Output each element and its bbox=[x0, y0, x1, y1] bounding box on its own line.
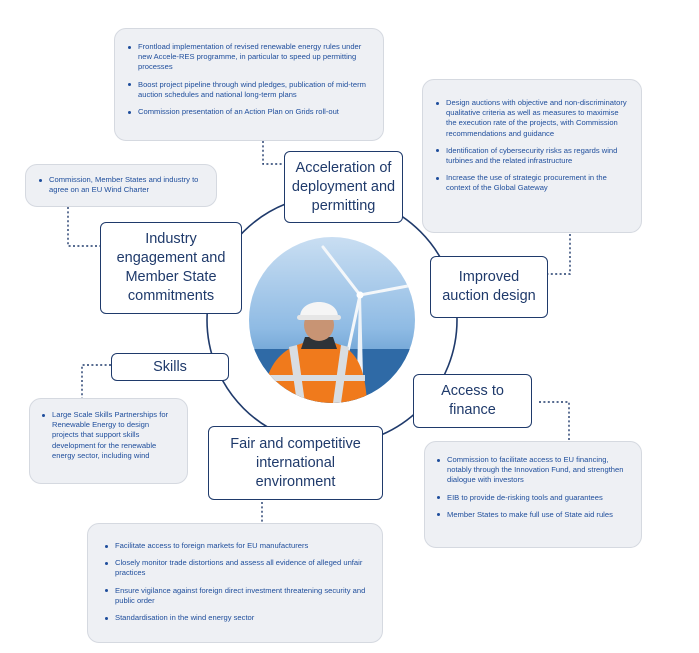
finance-bullet-2: EIB to provide de-risking tools and guarantees bbox=[437, 493, 633, 503]
auction-bullet-1: Design auctions with objective and non-discriminatory qualitative criteria as well as measures to maximise the execution rate of the projects, with Commission recommendations and guidance bbox=[436, 98, 631, 139]
label-finance bbox=[413, 374, 532, 428]
leader-auction bbox=[548, 234, 570, 274]
finance-bullets bbox=[437, 455, 633, 520]
box-acceleration-details bbox=[114, 28, 384, 141]
acceleration-bullets bbox=[128, 42, 369, 117]
label-industry bbox=[100, 222, 242, 314]
fair-bullets bbox=[105, 541, 368, 623]
leader-finance bbox=[539, 402, 569, 440]
fair-bullet-1: Facilitate access to foreign markets for EU manufacturers bbox=[105, 541, 368, 551]
box-auction-details bbox=[422, 79, 642, 233]
finance-bullet-1: Commission to facilitate access to EU financing, notably through the Innovation Fund, and strengthen dialogue with investors bbox=[437, 455, 633, 486]
auction-bullets bbox=[436, 98, 631, 194]
label-fair bbox=[208, 426, 383, 500]
fair-bullet-2: Closely monitor trade distortions and assess all evidence of alleged unfair practices bbox=[105, 558, 368, 578]
label-auction bbox=[430, 256, 548, 318]
label-skills bbox=[111, 353, 229, 381]
fair-bullet-4: Standardisation in the wind energy sector bbox=[105, 613, 368, 623]
label-fair-text: Fair and competitive international environment bbox=[230, 435, 361, 490]
auction-bullet-2: Identification of cybersecurity risks as regards wind turbines and the related infrastructure bbox=[436, 146, 631, 166]
box-fair-details bbox=[87, 523, 383, 643]
acceleration-bullet-1: Frontload implementation of revised renewable energy rules under new Accele-RES programme, in particular to speed up permitting processes bbox=[128, 42, 369, 73]
acceleration-bullet-2: Boost project pipeline through wind pledges, publication of mid-term auction schedules and national long-term plans bbox=[128, 80, 369, 100]
box-industry-details bbox=[25, 164, 217, 207]
skills-bullet-1: Large Scale Skills Partnerships for Renewable Energy to design projects that support skills development for the renewable energy sector, including wind bbox=[42, 410, 177, 461]
leader-skills bbox=[82, 365, 111, 399]
skills-bullets bbox=[42, 410, 177, 461]
label-finance-text: Access to finance bbox=[441, 383, 504, 418]
label-acceleration bbox=[284, 151, 403, 223]
wind-worker-photo bbox=[249, 237, 415, 403]
industry-bullet-1: Commission, Member States and industry to agree on an EU Wind Charter bbox=[39, 175, 204, 195]
fair-bullet-3: Ensure vigilance against foreign direct investment threatening security and public order bbox=[105, 586, 368, 606]
industry-bullets bbox=[39, 175, 204, 195]
auction-bullet-3: Increase the use of strategic procurement in the context of the Global Gateway bbox=[436, 173, 631, 193]
box-skills-details bbox=[29, 398, 188, 484]
finance-bullet-3: Member States to make full use of State aid rules bbox=[437, 510, 633, 520]
wind-worker-illustration bbox=[249, 237, 415, 403]
label-industry-text: Industry engagement and Member State commitments bbox=[116, 231, 226, 304]
label-acceleration-text: Acceleration of deployment and permitting bbox=[291, 159, 396, 214]
box-finance-details bbox=[424, 441, 642, 548]
acceleration-bullet-3: Commission presentation of an Action Plan on Grids roll-out bbox=[128, 107, 369, 117]
leader-acceleration bbox=[263, 141, 284, 164]
label-auction-text: Improved auction design bbox=[442, 269, 536, 304]
leader-industry bbox=[68, 207, 100, 246]
label-skills-text: Skills bbox=[153, 358, 187, 375]
